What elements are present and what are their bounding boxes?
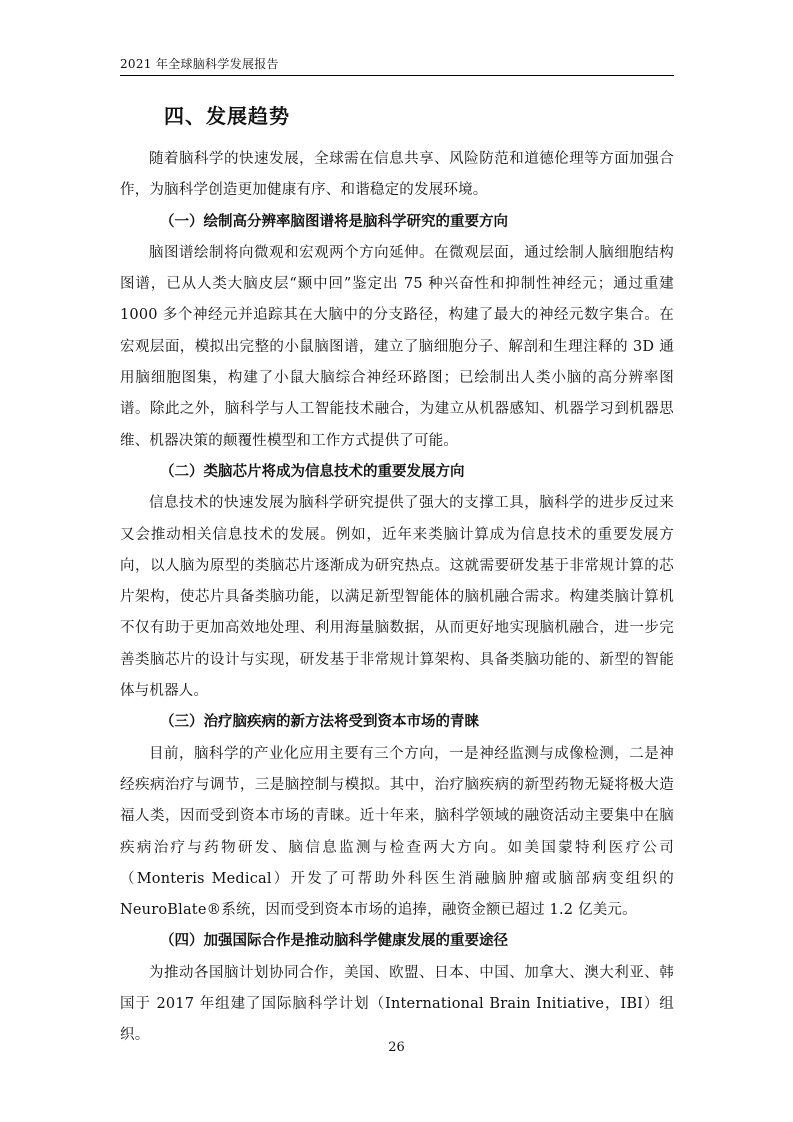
subsection-heading-4: （四）加强国际合作是推动脑科学健康发展的重要途径 — [160, 933, 508, 950]
subsection-body-2: 信息技术的快速发展为脑科学研究提供了强大的支撑工具，脑科学的进步反过来又会推动相关信息技术的发展。例如，近年来类脑计算成为信息技术的重要发展方向，以人脑为原型的类脑芯片逐渐成为研究热点。这就需要研发基于非常规计算的芯片架构，使芯片具备类脑功能，以满足新型智能体的脑机融合需求。构建类脑计算机不仅有助于更加高效地处理、利用海量脑数据，从而更好地实现脑机融合，进一步完善类脑芯片的设计与实现，研发基于非常规计算架构、具备类脑功能的、新型的智能体与机器人。 — [120, 495, 674, 700]
subsection-heading-2: （二）类脑芯片将成为信息技术的重要发展方向 — [160, 463, 465, 480]
subsection-heading-3: （三）治疗脑疾病的新方法将受到资本市场的青睐 — [160, 714, 479, 731]
header-rule — [120, 75, 674, 76]
section-title: 四、发展趋势 — [164, 104, 290, 128]
subsection-heading-1: （一）绘制高分辨率脑图谱将是脑科学研究的重要方向 — [160, 213, 508, 230]
subsection-body-3: 目前，脑科学的产业化应用主要有三个方向，一是神经监测与成像检测，二是神经疾病治疗与调节，三是脑控制与模拟。其中，治疗脑疾病的新型药物无疑将极大造福人类，因而受到资本市场的青睐。近十年来，脑科学领域的融资活动主要集中在脑疾病治疗与药物研发、脑信息监测与检查两大方向。如美国蒙特利医疗公司（Monteris Medical）开发了可帮助外科医生消融脑肿瘤或脑部病变组织的 NeuroBlate®系统，因而受到资本市场的追捧，融资金额已超过 1.2 亿美元。 — [120, 745, 674, 919]
subsection-body-4: 为推动各国脑计划协同合作，美国、欧盟、日本、中国、加拿大、澳大利亚、韩国于 2017 年组建了国际脑科学计划（International Brain Initiative，IBI）组织。 — [120, 964, 674, 1044]
running-header: 2021 年全球脑科学发展报告 — [120, 57, 279, 71]
page-number: 26 — [388, 1040, 405, 1055]
intro-paragraph: 随着脑科学的快速发展，全球需在信息共享、风险防范和道德伦理等方面加强合作，为脑科学创造更加健康有序、和谐稳定的发展环境。 — [120, 151, 674, 199]
subsection-body-1: 脑图谱绘制将向微观和宏观两个方向延伸。在微观层面，通过绘制人脑细胞结构图谱，已从人类大脑皮层“颞中回”鉴定出 75 种兴奋性和抑制性神经元；通过重建 1000 多个神经元并追踪其在大脑中的分支路径，构建了最大的神经元数字集合。在宏观层面，模拟出完整的小鼠脑图谱，建立了脑细胞分子、解剖和生理注释的 3D 通用脑细胞图集，构建了小鼠大脑综合神经环路图；已绘制出人类小脑的高分辨率图谱。除此之外，脑科学与人工智能技术融合，为建立从机器感知、机器学习到机器思维、机器决策的颠覆性模型和工作方式提供了可能。 — [120, 244, 674, 449]
page-body — [120, 98, 674, 1052]
